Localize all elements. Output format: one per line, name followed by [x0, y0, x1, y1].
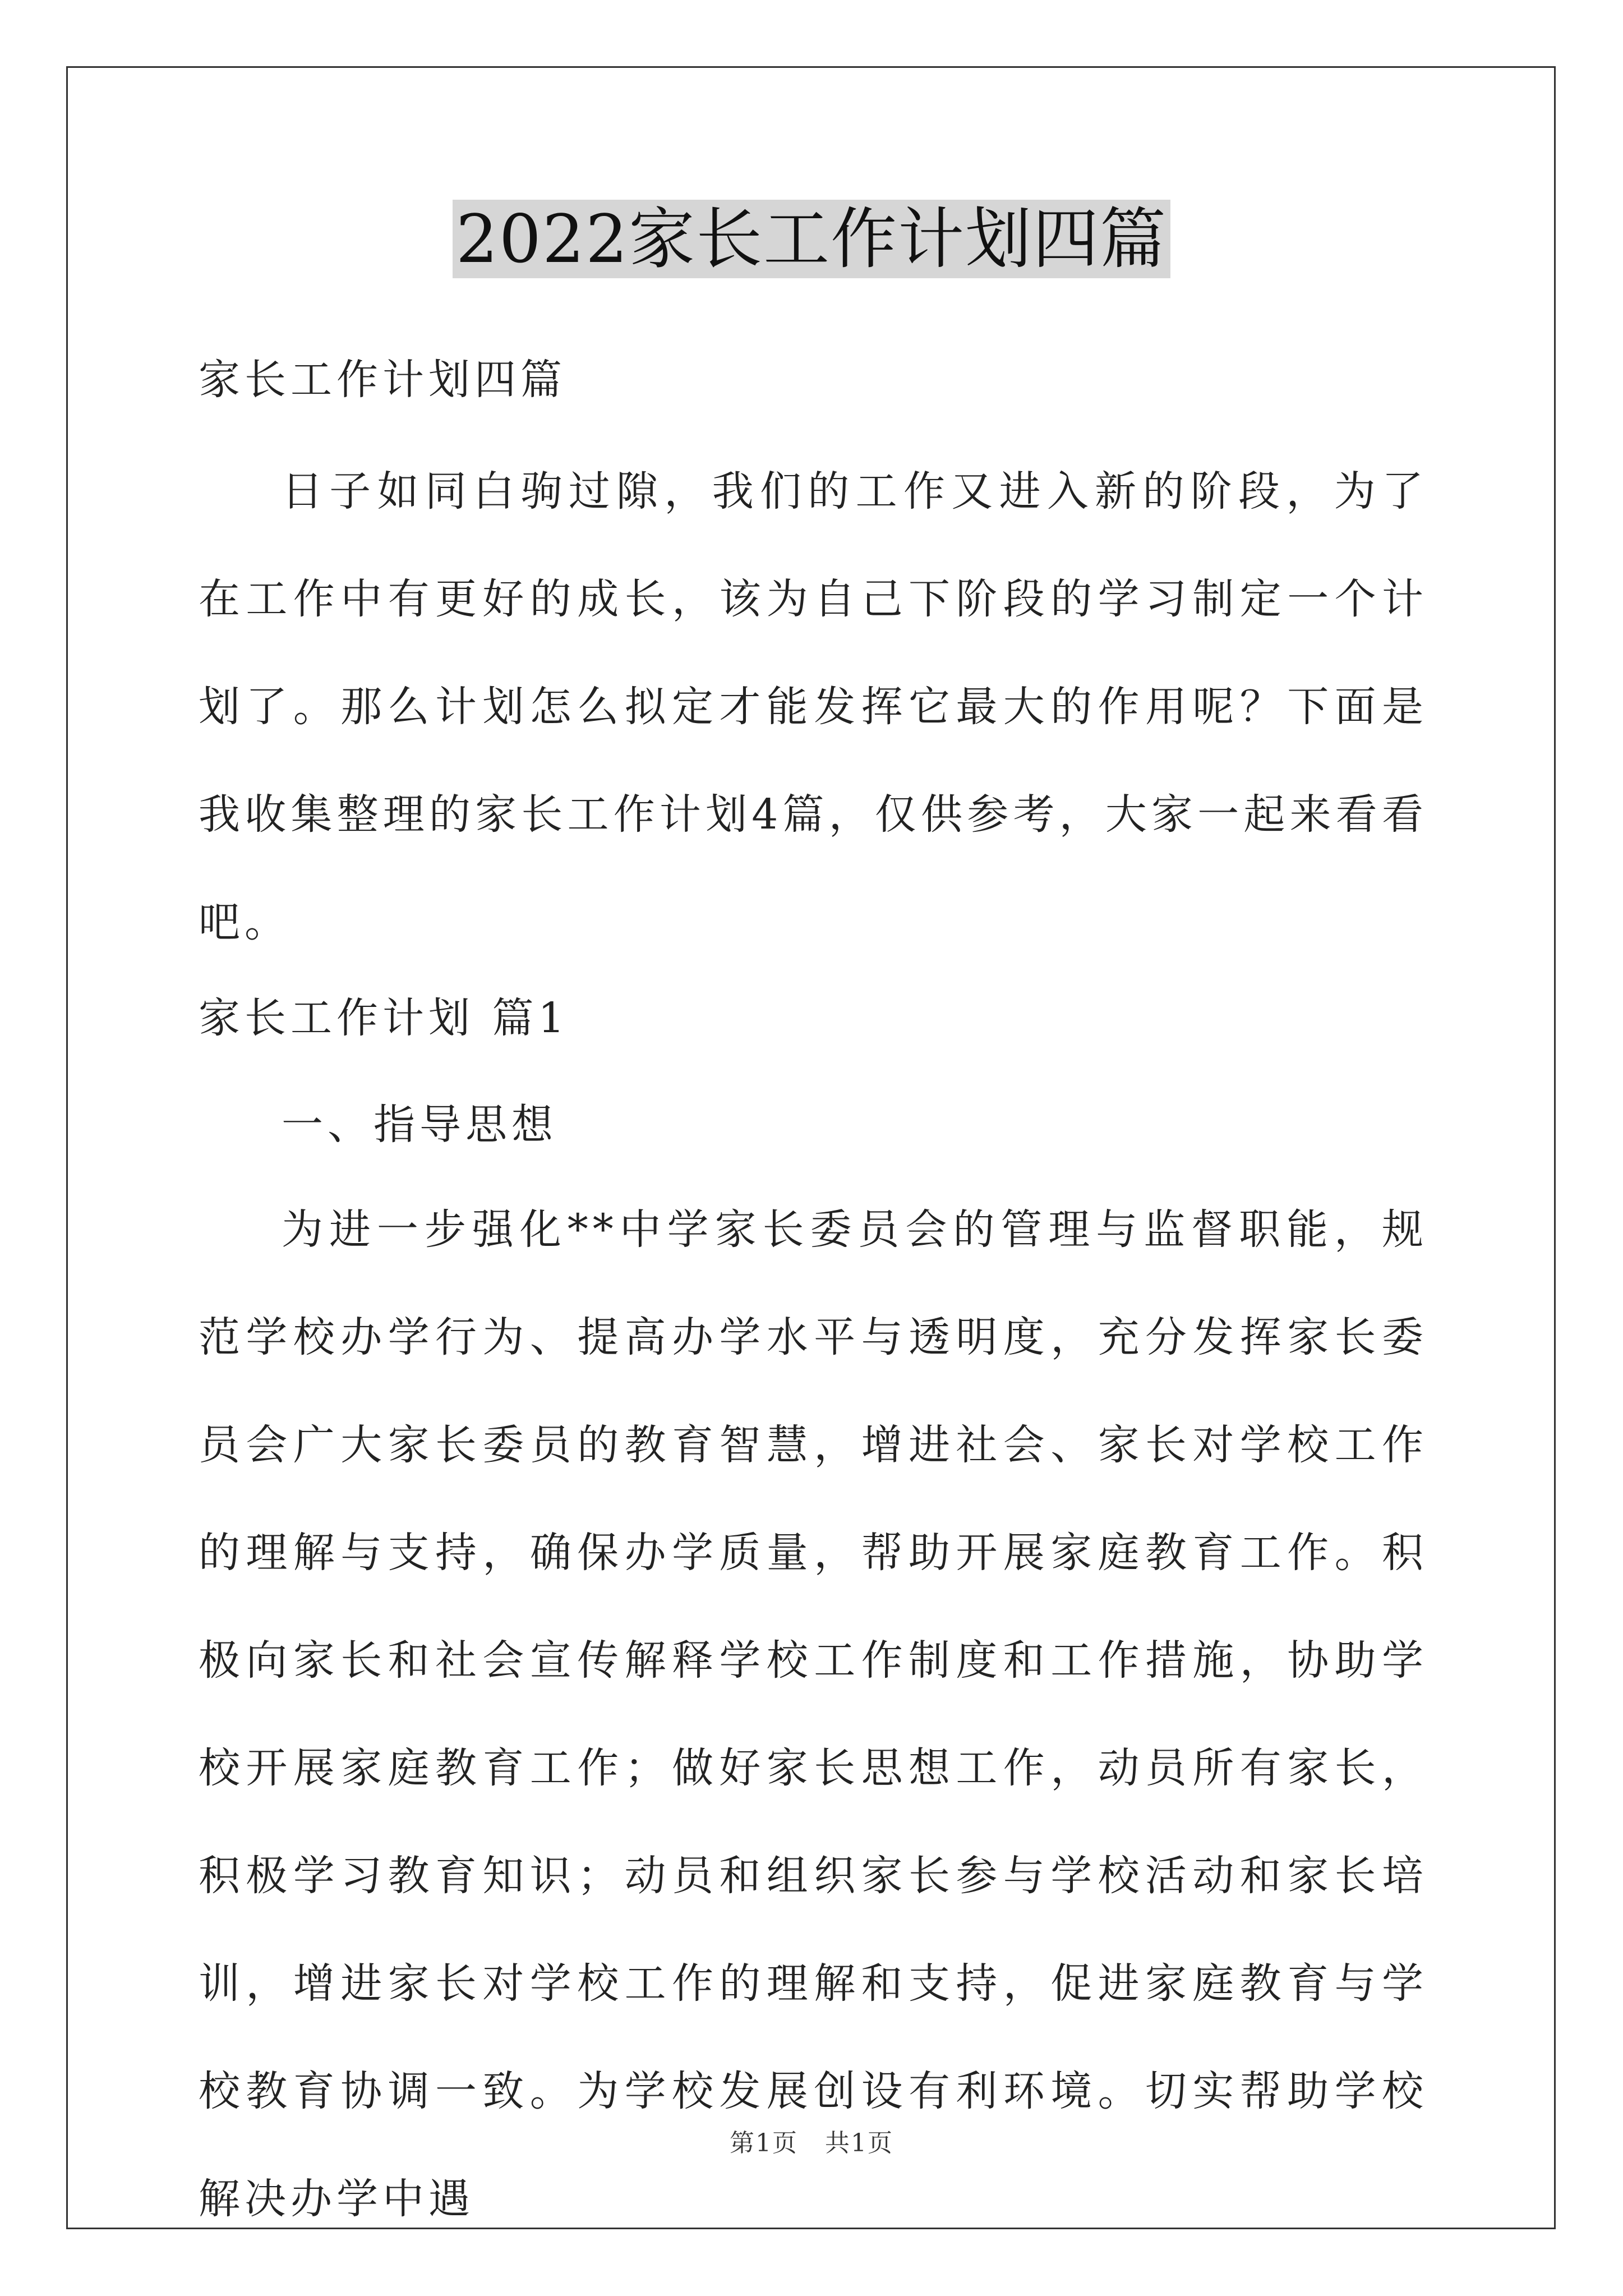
page-footer [0, 2123, 1623, 2159]
page-number-total: 共1页 [825, 2129, 893, 2157]
main-paragraph: 为进一步强化**中学家长委员会的管理与监督职能，规范学校办学行为、提高办学水平与透明度，充分发挥家长委员会广大家长委员的教育智慧，增进社会、家长对学校工作的理解与支持，确保办学质量，帮助开展家庭教育工作。积极向家长和社会宣传解释学校工作制度和工作措施，协助学校开展家庭教育工作；做好家长思想工作，动员所有家长，积极学习教育知识；动员和组织家长参与学校活动和家长培训，增进家长对学校工作的理解和支持，促进家庭教育与学校教育协调一致。为学校发展创设有利环境。切实帮助学校解决办学中遇 [199, 1205, 1428, 2223]
section-heading: 家长工作计划 篇1 [199, 994, 569, 1042]
document-subtitle: 家长工作计划四篇 [199, 356, 566, 404]
title-wrapper [0, 200, 1623, 278]
document-title: 2022家长工作计划四篇 [453, 200, 1170, 278]
intro-paragraph: 日子如同白驹过隙，我们的工作又进入新的阶段，为了在工作中有更好的成长，该为自己下阶段的学习制定一个计划了。那么计划怎么拟定才能发挥它最大的作用呢？下面是我收集整理的家长工作计划4篇，仅供参考，大家一起来看看吧。 [199, 467, 1428, 946]
sub-heading: 一、指导思想 [282, 1101, 557, 1149]
page-number-current: 第1页 [730, 2129, 798, 2157]
